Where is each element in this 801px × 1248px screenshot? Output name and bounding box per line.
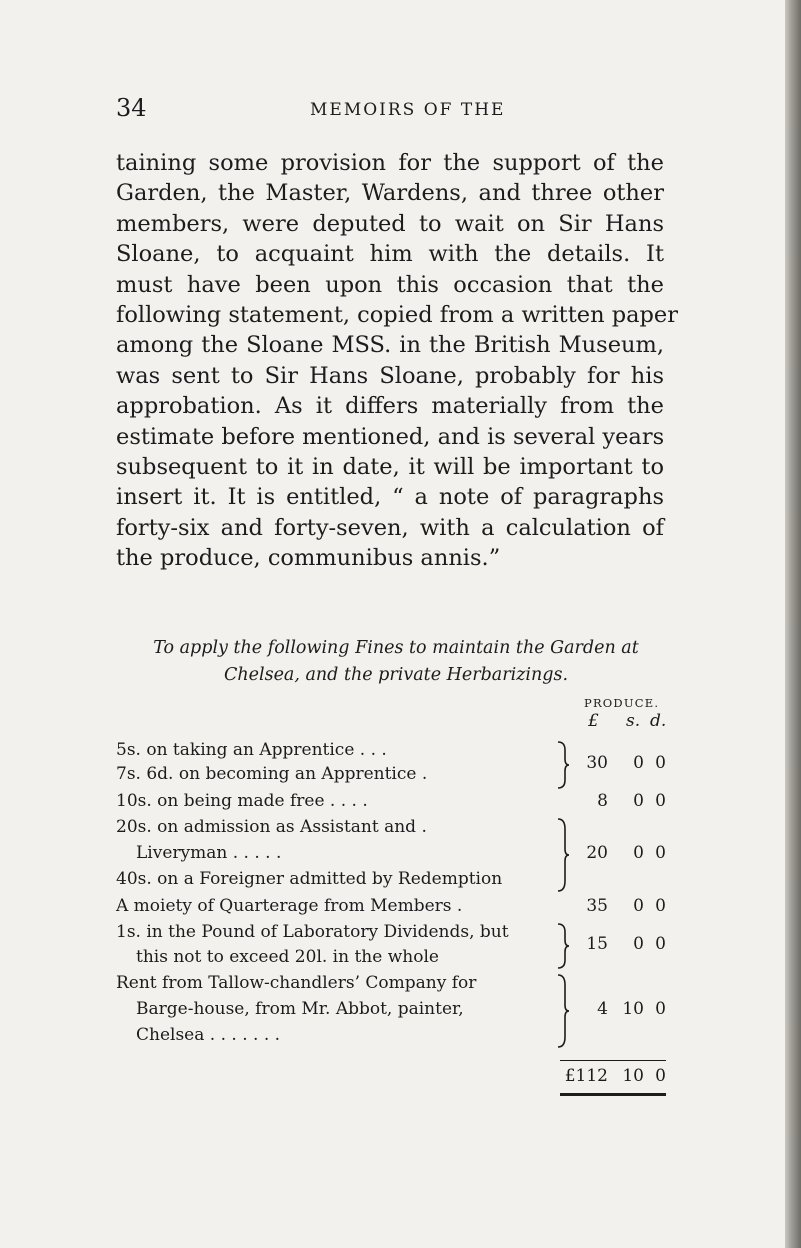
total-shillings: 10	[622, 1066, 644, 1086]
body-line: was sent to Sir Hans Sloane, probably for his	[116, 362, 664, 389]
fine-line: 20s. on admission as Assistant and .	[116, 817, 427, 837]
amount-pence: 0	[655, 999, 666, 1019]
running-head: MEMOIRS OF THE	[310, 100, 506, 120]
fine-line: 5s. on taking an Apprentice . . .	[116, 740, 387, 760]
total-rule-bottom	[560, 1093, 666, 1096]
unit-shillings: s.	[626, 711, 641, 731]
fine-line: this not to exceed 20l. in the whole	[136, 947, 439, 967]
fine-line: Chelsea . . . . . . .	[136, 1025, 281, 1045]
amount-pounds: 20	[586, 843, 608, 863]
fine-line: 7s. 6d. on becoming an Apprentice .	[116, 764, 428, 784]
total-pounds: £112	[564, 1066, 608, 1086]
body-line: the produce, communibus annis.”	[116, 545, 501, 572]
fine-line: Barge-house, from Mr. Abbot, painter,	[136, 999, 464, 1019]
table-caption-line-1: To apply the following Fines to maintain the Garden at	[153, 638, 639, 658]
page-number: 34	[116, 94, 147, 122]
body-line: among the Sloane MSS. in the British Museum,	[116, 332, 664, 359]
amount-shillings: 0	[633, 753, 644, 773]
body-line: estimate before mentioned, and is several years	[116, 423, 665, 450]
amount-pence: 0	[655, 843, 666, 863]
body-line: following statement, copied from a written paper	[116, 302, 679, 329]
fine-line: Rent from Tallow-chandlers’ Company for	[116, 973, 477, 993]
amount-shillings: 0	[633, 896, 644, 916]
amount-pounds: 15	[586, 934, 608, 954]
table-caption-line-2: Chelsea, and the private Herbarizings.	[223, 665, 569, 685]
total-pence: 0	[655, 1066, 666, 1086]
unit-pence: d.	[650, 711, 667, 731]
body-line: must have been upon this occasion that the	[116, 271, 664, 298]
body-line: insert it. It is entitled, “ a note of paragraphs	[116, 484, 664, 511]
body-line: subsequent to it in date, it will be important to	[116, 454, 664, 481]
amount-pounds: 30	[586, 753, 608, 773]
body-line: Garden, the Master, Wardens, and three other	[116, 180, 664, 207]
fine-line: 10s. on being made free . . . .	[116, 791, 368, 811]
amount-shillings: 0	[633, 934, 644, 954]
fine-line: 1s. in the Pound of Laboratory Dividends, but	[116, 922, 509, 942]
body-paragraph	[116, 148, 679, 574]
page-edge-shadow	[785, 0, 801, 1248]
produce-heading: PRODUCE.	[584, 696, 660, 710]
amount-pounds: 8	[597, 791, 608, 811]
amount-pence: 0	[655, 753, 666, 773]
body-line: members, were deputed to wait on Sir Hans	[116, 210, 664, 237]
total-rule-top	[560, 1060, 666, 1061]
body-line: approbation. As it differs materially from the	[116, 393, 664, 420]
amount-pounds: 4	[597, 999, 608, 1019]
amount-shillings: 10	[622, 999, 644, 1019]
fine-line: Liveryman . . . . .	[136, 843, 282, 863]
body-line: forty-six and forty-seven, with a calculation of	[116, 514, 664, 541]
amount-shillings: 0	[633, 843, 644, 863]
fine-line: A moiety of Quarterage from Members .	[116, 896, 463, 916]
body-line: Sloane, to acquaint him with the details. It	[116, 241, 664, 268]
amount-pounds: 35	[586, 896, 608, 916]
amount-pence: 0	[655, 934, 666, 954]
fine-line: 40s. on a Foreigner admitted by Redemption	[116, 869, 503, 889]
body-line: taining some provision for the support of the	[116, 150, 664, 176]
amount-pence: 0	[655, 896, 666, 916]
amount-pence: 0	[655, 791, 666, 811]
unit-pounds: £	[588, 711, 599, 731]
page-header	[0, 94, 780, 134]
amount-shillings: 0	[633, 791, 644, 811]
